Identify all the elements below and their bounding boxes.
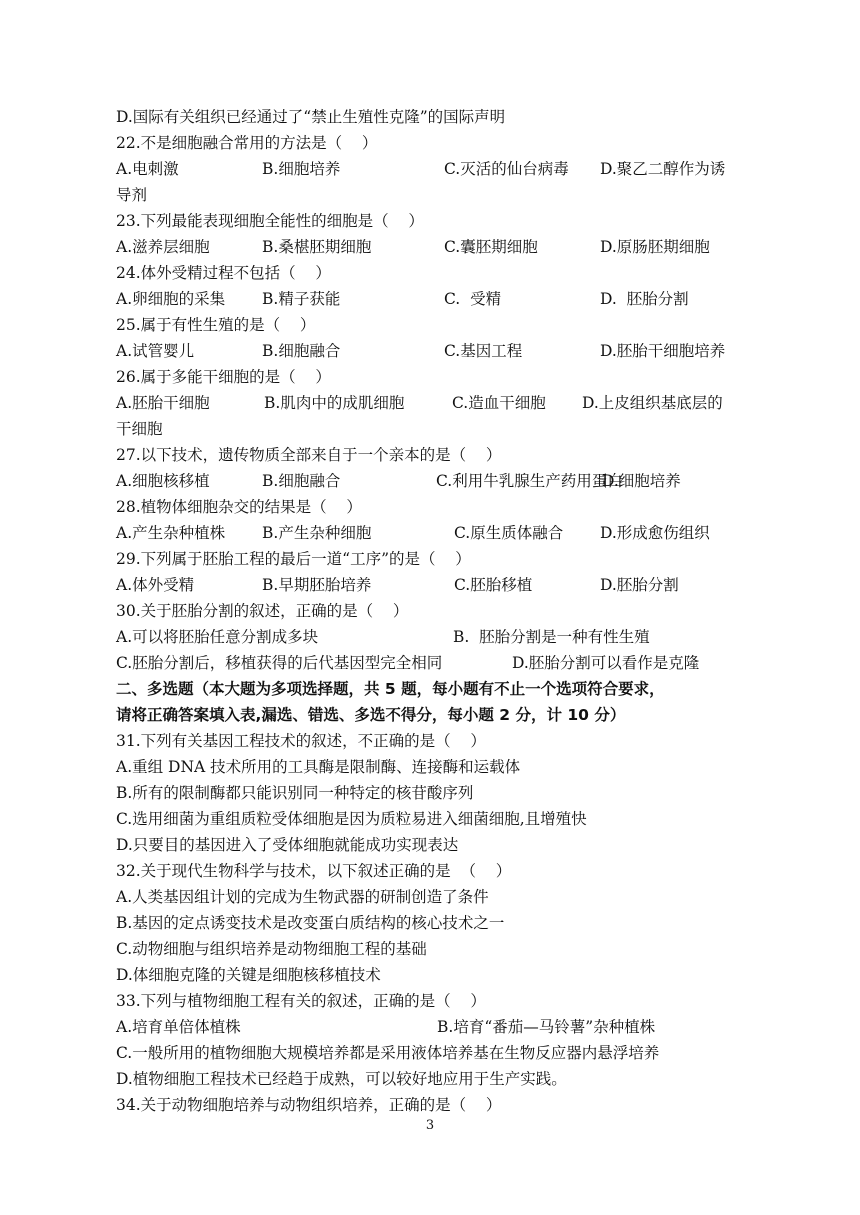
question-line: D.植物细胞工程技术已经趋于成熟，可以较好地应用于生产实践。 <box>116 1070 567 1088</box>
option-text: A.胚胎干细胞 <box>116 394 210 412</box>
option-text: D.形成愈伤组织 <box>600 524 710 542</box>
option-text: B.肌肉中的成肌细胞 <box>264 394 405 412</box>
option-text: A.试管婴儿 <box>116 342 195 360</box>
question-line: B.基因的定点诱变技术是改变蛋白质结构的核心技术之一 <box>116 914 505 932</box>
option-text: B.细胞融合 <box>262 472 341 490</box>
option-text: C. 受精 <box>444 290 502 308</box>
option-text: C.囊胚期细胞 <box>444 238 538 256</box>
option-text: A.体外受精 <box>116 576 195 594</box>
question-line: 34.关于动物细胞培养与动物组织培养，正确的是（ ） <box>116 1096 502 1114</box>
option-text: C.灭活的仙台病毒 <box>444 160 569 178</box>
option-row <box>116 520 756 546</box>
question-line: 导剂 <box>116 186 148 204</box>
question-line: A.重组 DNA 技术所用的工具酶是限制酶、连接酶和运载体 <box>116 758 521 776</box>
option-text: C.造血干细胞 <box>452 394 546 412</box>
question-line: 28.植物体细胞杂交的结果是（ ） <box>116 498 362 516</box>
option-text: D.胚胎干细胞培养 <box>600 342 726 360</box>
option-text: A.可以将胚胎任意分割成多块 <box>116 628 319 646</box>
option-row <box>116 390 756 416</box>
option-text: B.细胞融合 <box>262 342 341 360</box>
option-text: C.原生质体融合 <box>454 524 564 542</box>
option-text: D.原肠胚期细胞 <box>600 238 710 256</box>
option-text: B.细胞培养 <box>262 160 341 178</box>
option-text: B.早期胚胎培养 <box>262 576 372 594</box>
option-row <box>116 650 756 676</box>
question-line: 23.下列最能表现细胞全能性的细胞是（ ） <box>116 212 424 230</box>
question-line: D.体细胞克隆的关键是细胞核移植技术 <box>116 966 381 984</box>
option-text: D.胚胎分割 <box>600 576 679 594</box>
option-row <box>116 624 756 650</box>
option-row <box>116 468 756 494</box>
question-line: C.选用细菌为重组质粒受体细胞是因为质粒易进入细菌细胞,且增殖快 <box>116 810 587 828</box>
option-text: A.滋养层细胞 <box>116 238 210 256</box>
option-row <box>116 286 756 312</box>
question-line: 26.属于多能干细胞的是（ ） <box>116 368 331 386</box>
question-line: 29.下列属于胚胎工程的最后一道“工序”的是（ ） <box>116 550 471 568</box>
option-text: B.产生杂种细胞 <box>262 524 372 542</box>
question-line: A.人类基因组计划的完成为生物武器的研制创造了条件 <box>116 888 489 906</box>
option-text: D.胚胎分割可以看作是克隆 <box>512 654 700 672</box>
option-row <box>116 338 756 364</box>
question-line: 31.下列有关基因工程技术的叙述，不正确的是（ ） <box>116 732 486 750</box>
option-text: B.精子获能 <box>262 290 341 308</box>
option-text: A.产生杂种植株 <box>116 524 226 542</box>
question-line: 22.不是细胞融合常用的方法是（ ） <box>116 134 378 152</box>
section-heading: 请将正确答案填入表,漏选、错选、多选不得分，每小题 2 分，计 10 分） <box>116 706 626 724</box>
option-text: C.基因工程 <box>444 342 523 360</box>
option-text: D.聚乙二醇作为诱 <box>600 160 726 178</box>
option-row <box>116 1014 756 1040</box>
option-text: B. 胚胎分割是一种有性生殖 <box>453 628 650 646</box>
option-row <box>116 572 756 598</box>
question-line: C.一般所用的植物细胞大规模培养都是采用液体培养基在生物反应器内悬浮培养 <box>116 1044 660 1062</box>
question-line: D.只要目的基因进入了受体细胞就能成功实现表达 <box>116 836 459 854</box>
option-text: D.上皮组织基底层的 <box>582 394 723 412</box>
option-text: A.电刺激 <box>116 160 179 178</box>
question-line: 33.下列与植物细胞工程有关的叙述，正确的是（ ） <box>116 992 486 1010</box>
option-row <box>116 156 756 182</box>
option-text: C.胚胎移植 <box>454 576 533 594</box>
question-line: 27.以下技术，遗传物质全部来自于一个亲本的是（ ） <box>116 446 502 464</box>
section-heading: 二、多选题（本大题为多项选择题，共 5 题，每小题有不止一个选项符合要求， <box>116 680 665 698</box>
option-text: D. 胚胎分割 <box>600 290 689 308</box>
page-number: 3 <box>425 1118 435 1133</box>
option-text: A.细胞核移植 <box>116 472 210 490</box>
question-line: B.所有的限制酶都只能识别同一种特定的核苷酸序列 <box>116 784 474 802</box>
option-text: A.卵细胞的采集 <box>116 290 226 308</box>
option-text: A.培育单倍体植株 <box>116 1018 241 1036</box>
question-line: 32.关于现代生物科学与技术，以下叙述正确的是 （ ） <box>116 862 512 880</box>
option-text: C.利用牛乳腺生产药用蛋白 <box>436 472 623 490</box>
question-line: C.动物细胞与组织培养是动物细胞工程的基础 <box>116 940 427 958</box>
option-text: C.胚胎分割后，移植获得的后代基因型完全相同 <box>116 654 443 672</box>
option-text: D.细胞培养 <box>602 472 681 490</box>
question-line: 干细胞 <box>116 420 163 438</box>
option-row <box>116 234 756 260</box>
option-text: B.桑椹胚期细胞 <box>262 238 372 256</box>
question-line: 24.体外受精过程不包括（ ） <box>116 264 331 282</box>
question-line: 25.属于有性生殖的是（ ） <box>116 316 316 334</box>
question-line: 30.关于胚胎分割的叙述，正确的是（ ） <box>116 602 409 620</box>
option-text: B.培育“番茄—马铃薯”杂种植株 <box>437 1018 656 1036</box>
question-line: D.国际有关组织已经通过了“禁止生殖性克隆”的国际声明 <box>116 108 506 126</box>
